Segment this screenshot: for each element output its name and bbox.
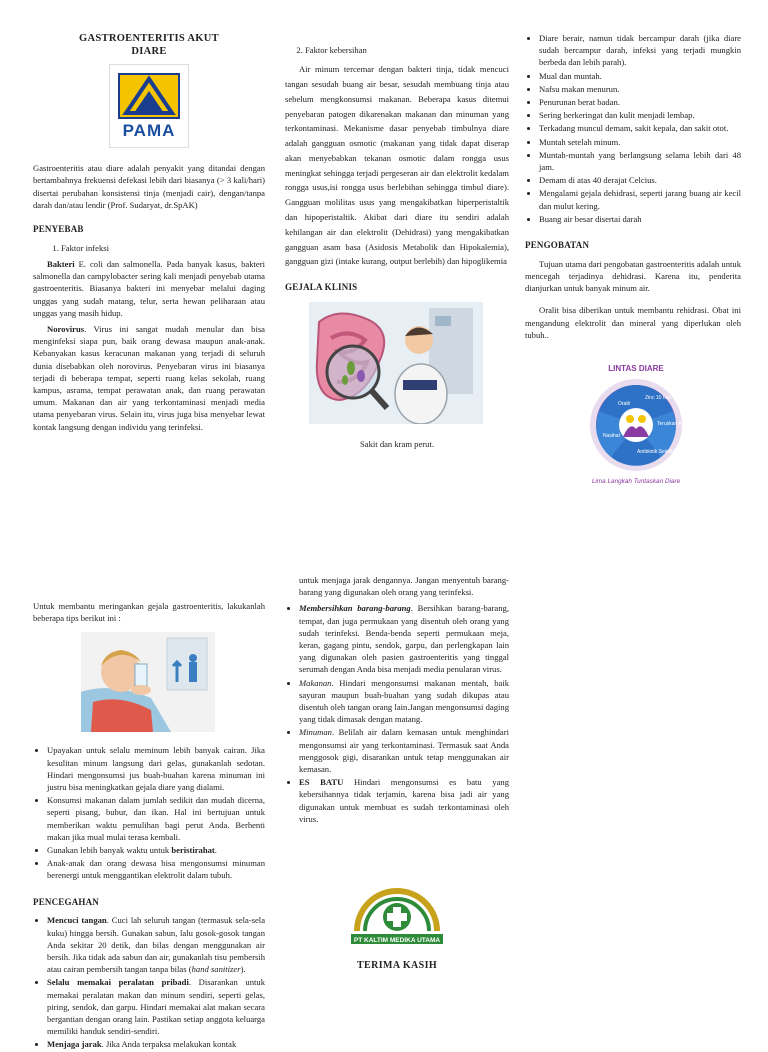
tip-item: • Anak-anak dan orang dewasa bisa mengonsumsi minuman berenergi untuk menggantikan elektrolit dalam tubuh. — [47, 857, 265, 881]
symptom-item: • Diare berair, namun tidak bercampur darah (jika diare sudah bercampur darah, infeksi yang terjadi mungkin berbeda dan lebih parah). — [539, 32, 741, 69]
stomach-ache-illustration — [309, 302, 483, 424]
symptom-item: • Terkadang muncul demam, sakit kepala, dan sakit otot. — [539, 122, 741, 134]
prevention-item: • Mencuci tangan. Cuci lah seluruh tangan (termasuk sela-sela kuku) hingga bersih. Gunakan sabun, lalu gosok-gosok tangan Anda sekitar 20 detik, dan bilas dengan menggunakan air bersih. Jika tidak ada sabun dan air, gunakanlah tisu pembersih atau cairan pembersih tangan tanpa bilas (hand sanitizer). — [47, 914, 265, 975]
lintas-segment: Teruskan ASI-makan — [657, 421, 701, 428]
drinking-water-illustration — [81, 632, 215, 732]
tips-intro: Untuk membantu meringankan gejala gastroenteritis, lakukanlah beberapa tips berikut ini : — [33, 601, 265, 624]
kaltim-medika-logo-text: PT KALTIM MEDIKA UTAMA — [353, 937, 441, 945]
symptom-item: • Mengalami gejala dehidrasi, seperti jarang buang air kecil dan mulut kering. — [539, 187, 741, 211]
lintas-segment: Nasihat — [603, 433, 620, 440]
lintas-subtitle: Lima Langkah Tuntaskan Diare — [591, 478, 681, 486]
pama-logo-emblem — [118, 73, 180, 119]
intro-paragraph: Gastroenteritis atau diare adalah penyakit yang ditandai dengan bertambahnya frekuensi defekasi lebih dari biasanya (> 3 kali/hari) disertai perubahan konsistensi tinja (menjadi cair), dengan/tanpa darah dan/atau lendir (Prof. Sudaryat, dr.SpAK) — [33, 163, 265, 210]
symptom-item: • Mual dan muntah. — [539, 70, 741, 82]
symptom-item: • Nafsu makan menurun. — [539, 83, 741, 95]
symptom-item: • Muntah-muntah yang berlangsung selama lebih dari 48 jam. — [539, 149, 741, 173]
symptom-item: • Sering berkeringat dan kulit menjadi lembap. — [539, 109, 741, 121]
gejala-caption: Sakit dan kram perut. — [360, 438, 434, 449]
tips-list — [33, 744, 265, 881]
symptom-item: • Buang air besar disertai darah — [539, 213, 741, 225]
lintas-segment: Antibiotik Selektif — [637, 449, 676, 456]
prevention-list — [33, 914, 265, 1050]
thanks-text: TERIMA KASIH — [356, 960, 438, 972]
pengobatan-paragraph-2: Oralit bisa diberikan untuk membantu rehidrasi. Obat ini mengandung elektrolit dan mineral yang diperlukan oleh tubuh.. — [525, 305, 741, 340]
bakteri-paragraph: Bakteri E. coli dan salmonella. Pada banyak kasus, bakteri salmonella dan campylobacter sering kali menjadi penyebab utama gastroenteritis. Biasanya bakteri ini menyebar melalui daging unggas yang sudah matang, telur, serta hewan peliharaan atau unggas yang masih hidup. — [33, 259, 265, 318]
page2-column1 — [33, 600, 265, 1052]
prevention-item: • Membersihkan barang-barang. Bersihkan barang-barang, tempat, dan juga permukaan yang disentuh oleh orang yang sudah terinfeksi. Benda-benda seperti permukaan meja, keran, gagang pintu, sendok, garpu, dan perlengkapan lain yang digunakan oleh pasien gastroenteritis yang tinggal serumah dengan Anda bisa menjadi media penularan virus. — [299, 602, 509, 675]
prevention-item: • Selalu memakai peralatan pribadi. Disarankan untuk memakai peralatan makan dan minum sendiri, seperti gelas, piring, sendok, dan garpu. Hindari memakai alat makan secara bergantian dengan orang lain. Pastikan setiap anggota keluarga memiliki handuk sendiri-sendiri. — [47, 976, 265, 1037]
page2-column2 — [285, 574, 509, 973]
tip-item: • Konsumsi makanan dalam jumlah sedikit dan mudah dicerna, seperti pisang, bubur, dan ikan. Hal ini bertujuan untuk memberikan waktu pemulihan bagi perut Anda. Berhenti makan jika mual mulai terasa kembali. — [47, 794, 265, 843]
jarak-continuation: untuk menjaga jarak dengannya. Jangan menyentuh barang-barang yang digunakan oleh orang yang terinfeksi. — [299, 575, 509, 598]
symptom-list — [525, 32, 741, 225]
norovirus-paragraph: Norovirus. Virus ini sangat mudah menular dan bisa menginfeksi siapa pun, baik orang dewasa maupun anak-anak. Kebanyakan kasus keracunan makanan yang terjadi di seluruh dunia disebabkan oleh norovirus. Penyebaran virus ini biasanya terjadi di beberapa tempat, seperti ruang kelas sekolah, ruang kampus, asrama, tempat perawatan anak, dan ruang perawatan umum. Makanan dan air yang terkontaminasi menjadi media utama penyebaran virus. Selain itu, virus juga bisa menyebar lewat kontak langsung dengan individu yang terinfeksi. — [33, 324, 265, 432]
lintas-title: LINTAS DIARE — [608, 364, 664, 374]
pengobatan-heading: PENGOBATAN — [525, 240, 590, 251]
page1-column3 — [525, 32, 741, 489]
faktor-kebersihan-item: 2. Faktor kebersihan — [305, 44, 509, 56]
prevention-item: • Minuman. Belilah air dalam kemasan untuk menghindari mengonsumsi air yang terkontaminasi. Termasuk saat Anda menggosok gigi, disarankan untuk tetap menggunakan air kemasan. — [299, 726, 509, 775]
kaltim-medika-logo — [351, 887, 443, 949]
tip-item: • Gunakan lebih banyak waktu untuk beristirahat. — [47, 844, 265, 856]
prevention-item: • Menjaga jarak. Jika Anda terpaksa melakukan kontak — [47, 1038, 265, 1050]
symptom-item: • Muntah setelah minum. — [539, 136, 741, 148]
pengobatan-paragraph-1: Tujuan utama dari pengobatan gastroenteritis adalah untuk mencegah terjadinya dehidrasi. Karena itu, penderita dianjurkan untuk banyak minum air. — [525, 258, 741, 294]
symptom-item: • Demam di atas 40 derajat Celcius. — [539, 174, 741, 186]
prevention-item: • ES BATU Hindari mengonsumsi es batu yang kebersihannya tidak terjamin, karena bisa jadi air yang digunakan untuk membuat es sudah terkontaminasi oleh virus. — [299, 776, 509, 825]
gejala-heading: GEJALA KLINIS — [285, 282, 358, 293]
prevention-item: • Makanan. Hindari mengonsumsi makanan mentah, baik sayuran maupun buah-buahan yang sudah dikupas atau disentuh oleh tangan orang lain.Jangan mengonsumsi daging yang tidak dimasak dengan matang. — [299, 677, 509, 726]
pencegahan-heading: PENCEGAHAN — [33, 896, 100, 907]
page1-column1 — [33, 32, 265, 437]
symptom-item: • Penurunan berat badan. — [539, 96, 741, 108]
faktor-infeksi-item: 1. Faktor infeksi — [61, 242, 265, 254]
kebersihan-paragraph: Air minum tercemar dengan bakteri tinja, tidak mencuci tangan sesudah buang air besar, sesudah membuang tinja atau sebelum mengkonsumsi makanan. Beberapa kasus ditemui penyebaran patogen dikarenakan makanan dan minuman yang terkontaminasi. Mekanisme dasar penyebab timbulnya diare adalah gangguan osmotic (makanan yang tidak dapat diserap akan menyebabkan tekanan osmotic dalam rongga usus meningkat sehingga terjadi pergeseran air dan elektrolit kedalam rongga usus,isi rongga usus berlebihan sehingga timbul diare). Gangguan molilitas usus yang mengakibatkan hiperperistaltik dan hipoperistaltik. Akibat dari diare itu sendiri adalah kehilangan air dan elektrolit (Dehidrasi) yang mengakibatkan gangguan asam basa (Asidosis Metabolik dan Hipokalemia), gangguan gizi (intake kurang, output berlebih) dan hipoglikemia — [285, 64, 509, 267]
penyebab-heading: PENYEBAB — [33, 224, 84, 235]
pama-logo-text: PAMA — [122, 121, 176, 141]
prevention-list-continued — [285, 602, 509, 825]
page1-column2 — [285, 44, 509, 450]
tip-item: • Upayakan untuk selalu meminum lebih banyak cairan. Jika kesulitan minum langsung dari gelas, gunakanlah sedotan. Hindari mengonsumsi jus buah-buahan karena minuman ini justru bisa meningkatkan gejala diare yang dialami. — [47, 744, 265, 793]
page-title: GASTROENTERITIS AKUT DIARE — [79, 33, 219, 58]
lintas-diare-graphic — [571, 359, 701, 489]
lintas-segment: Oralit — [618, 401, 630, 408]
lintas-segment: Zinc 10 hari — [645, 395, 672, 402]
pama-logo — [109, 64, 189, 148]
